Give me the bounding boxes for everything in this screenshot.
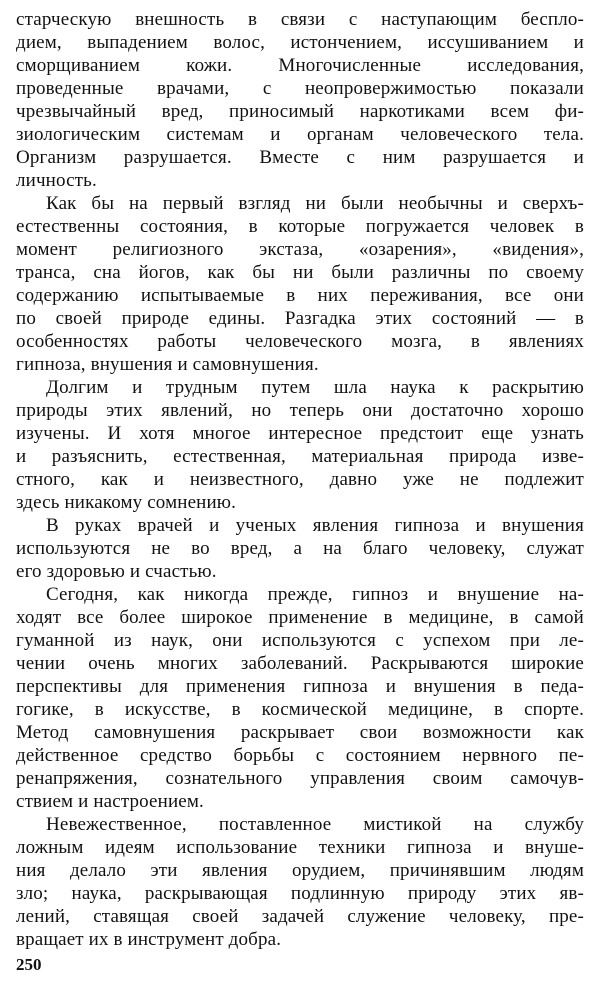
text-line: вращает их в инструмент добра.	[16, 929, 282, 950]
text-line: Метод самовнушения раскрывает свои возможности как	[16, 722, 584, 743]
paragraph-3	[16, 376, 584, 514]
text-line: Сегодня, как никогда прежде, гипноз и внушение на-	[46, 584, 584, 605]
paragraph-4	[16, 514, 584, 583]
paragraph-5	[16, 583, 584, 813]
text-line: старческую внешность в связи с наступающим беспло-	[16, 9, 584, 30]
text-line: сморщиванием кожи. Многочисленные исследования,	[16, 55, 584, 76]
paragraph-2	[16, 192, 584, 376]
text-line: чрезвычайный вред, приносимый наркотиками всем фи-	[16, 101, 584, 122]
text-line: момент религиозного экстаза, «озарения», «видения»,	[16, 239, 584, 260]
text-line: Невежественное, поставленное мистикой на службу	[46, 814, 584, 835]
text-line: Как бы на первый взгляд ни были необычны и сверхъ-	[46, 193, 584, 214]
text-line: Организм разрушается. Вместе с ним разрушается и	[16, 147, 584, 168]
text-line: особенностях работы человеческого мозга, в явлениях	[16, 331, 584, 352]
text-line: зло; наука, раскрывающая подлинную природу этих яв-	[16, 883, 584, 904]
text-line: транса, сна йогов, как бы ни были различны по своему	[16, 262, 584, 283]
text-line: В руках врачей и ученых явления гипноза и внушения	[46, 515, 584, 536]
text-line: гипноза, внушения и самовнушения.	[16, 354, 319, 375]
page-number: 250	[16, 955, 42, 974]
paragraph-1	[16, 8, 584, 192]
text-line: ствием и настроением.	[16, 791, 204, 812]
text-line: природы этих явлений, но теперь они достаточно хорошо	[16, 400, 584, 421]
text-line: его здоровью и счастью.	[16, 561, 217, 582]
paragraph-6	[16, 813, 584, 951]
text-line: естественны состояния, в которые погружается человек в	[16, 216, 584, 237]
text-line: по своей природе едины. Разгадка этих состояний — в	[16, 308, 584, 329]
text-line: действенное средство борьбы с состоянием нервного пе-	[16, 745, 584, 766]
text-line: перспективы для применения гипноза и внушения в педа-	[16, 676, 584, 697]
text-line: чении очень многих заболеваний. Раскрываются широкие	[16, 653, 584, 674]
text-line: ложным идеям использование техники гипноза и внуше-	[16, 837, 584, 858]
text-line: содержанию испытываемые в них переживания, все они	[16, 285, 584, 306]
text-line: ренапряжения, сознательного управления своим самочув-	[16, 768, 584, 789]
text-line: гогике, в искусстве, в космической медицине, в спорте.	[16, 699, 584, 720]
page-body	[16, 8, 584, 951]
text-line: проведенные врачами, с неопровержимостью показали	[16, 78, 584, 99]
text-line: здесь никакому сомнению.	[16, 492, 237, 513]
text-line: зиологическим системам и органам человеческого тела.	[16, 124, 584, 145]
text-line: стного, как и неизвестного, давно уже не подлежит	[16, 469, 584, 490]
text-line: ходят все более широкое применение в медицине, в самой	[16, 607, 584, 628]
text-line: ния делало эти явления орудием, причинявшим людям	[16, 860, 584, 881]
text-line: лений, ставящая своей задачей служение человеку, пре-	[16, 906, 584, 927]
text-line: Долгим и трудным путем шла наука к раскрытию	[46, 377, 584, 398]
text-line: используются не во вред, а на благо человеку, служат	[16, 538, 584, 559]
text-line: личность.	[16, 170, 97, 191]
text-line: и разъяснить, естественная, материальная природа изве-	[16, 446, 584, 467]
text-line: дием, выпадением волос, истончением, иссушиванием и	[16, 32, 584, 53]
text-line: гуманной из наук, они используются с успехом при ле-	[16, 630, 584, 651]
text-line: изучены. И хотя многое интересное предстоит еще узнать	[16, 423, 584, 444]
